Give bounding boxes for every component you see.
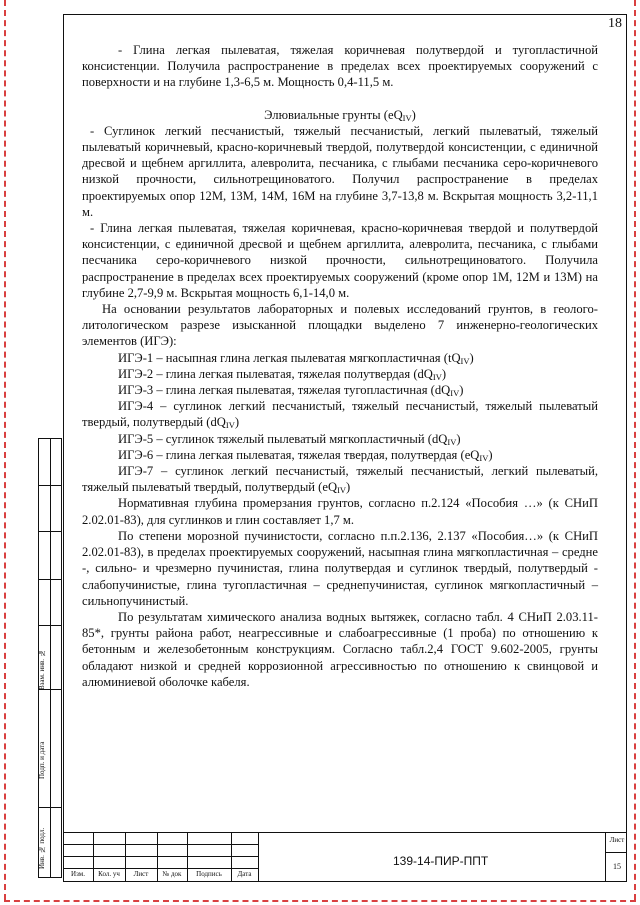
section-heading [82,107,598,123]
section-heading-sub: IV [402,112,412,123]
title-block-grid [63,832,258,882]
paragraph-loam-description: - Суглинок легкий песчанистый, тяжелый песчанистый, легкий пылеватый, тяжелый пылеватый коричневый, красно-коричневый твердой, полутвердой консистенции, с единичной дресвой и щебнем аргиллита, алевролита, песчаника, с глыбами песчаника серо-коричневого низкой прочности, сильнотрещиноватого. Получил распространение в пределах проектируемых опор 12М, 13М, 14М, 16М на глубине 3,7-13,8 м. Вскрытая мощность 3,2-11,1 м. [82,123,598,219]
title-block-podpis: Подпись [196,870,222,878]
document-code: 139-14-ПИР-ППТ [393,854,489,868]
title-block-kol: Кол. уч [98,870,120,878]
ige-item-4 [82,398,598,430]
ige-item-close: ) [234,415,240,430]
ige-item-sub: IV [447,436,457,447]
title-block-list: Лист [133,870,149,878]
ige-item-sub: IV [460,355,470,366]
title-block-ndok: № док [162,870,182,878]
ige-item-text: ИГЭ-7 – суглинок легкий песчанистый, тяжелый песчанистый, легкий пылеватый, тяжелый пылеватый твердый, полутвердый (eQ [82,464,598,495]
side-label-podp: Подп. и дата [38,741,46,779]
title-block-line [605,832,606,882]
ige-item-sub: IV [337,485,347,496]
ige-item-1 [82,350,598,366]
side-stamp-divider [50,439,51,877]
ige-item-sub: IV [450,388,460,399]
ige-item-text: ИГЭ-2 – глина легкая пылеватая, тяжелая полутвердая (dQ [118,366,433,381]
ige-item-close: ) [459,383,464,398]
ige-item-close: ) [488,447,493,462]
cut-line-left [4,0,6,900]
ige-item-close: ) [346,480,351,495]
ige-item-close: ) [469,350,474,365]
ige-item-text: ИГЭ-1 – насыпная глина легкая пылеватая мягкопластичная (tQ [118,350,461,365]
paragraph-eluvial-clay: - Глина легкая пылеватая, тяжелая коричневая, красно-коричневая твердой и полутвердой консистенции, с единичной дресвой и щебнем аргиллита, алевролита, песчаника, с глыбами песчаника серо-коричневого низкой прочности, сильнотрещиноватого. Получила распространение в пределах всех проектируемых сооружений (кроме опор 1М, 12М и 13М) на глубине 2,7-9,9 м. Вскрытая мощность 6,1-14,0 м. [82,221,598,300]
document-body [82,42,598,690]
ige-item-close: ) [441,366,447,381]
paragraph-ige-intro: На основании результатов лабораторных и полевых исследований грунтов, в геолого-литологическом разрезе изысканной площадки выделено 7 инженерно-геологических элементов (ИГЭ): [82,302,598,349]
ige-item-sub: IV [432,371,442,382]
title-block-line [605,852,627,853]
paragraph-frost-heave: По степени морозной пучинистости, согласно п.п.2.136, 2.137 «Пособия…» (к СНиП 2.02.01-83), в пределах проектируемых сооружений, насыпная глина мягкопластичная – средне -, сильно- и чрезмерно пучинистая, глина полутвердая и суглинок твердый, полутвердый - слабопучинистые, глина тугопластичная – среднепучинистая, суглинок мягкопластичный – сильнопучинистый. [82,528,598,608]
ige-item-text: ИГЭ-6 – глина легкая пылеватая, тяжелая твердая, полутвердая (eQ [118,447,480,462]
ige-item-6 [82,447,598,463]
side-stamp-row [39,579,61,580]
title-block-line [258,832,259,882]
title-block [63,832,627,882]
ige-item-3 [82,382,598,398]
sheet-label: Лист [609,836,625,844]
ige-item-text: ИГЭ-4 – суглинок легкий песчанистый, тяжелый песчанистый, тяжелый пылеватый твердый, полутвердый (dQ [82,399,598,430]
ige-item-text: ИГЭ-3 – глина легкая пылеватая, тяжелая тугопластичная (dQ [118,383,451,398]
paragraph-clay-description: - Глина легкая пылеватая, тяжелая коричневая полутвердой и тугопластичной консистенции. Получила распространение в пределах всех проектируемых сооружений с поверхности и на глубине 1,3-6,5 м. Мощность 0,4-11,5 м. [82,43,598,90]
title-block-izm: Изм. [71,870,85,878]
side-stamp-row [39,625,61,626]
side-stamp-row [39,531,61,532]
paragraph-frost-depth: Нормативная глубина промерзания грунтов, согласно п.2.124 «Пособия …» (к СНиП 2.02.01-83), для суглинков и глин составляет 1,7 м. [82,496,598,527]
cut-line-right [634,0,636,900]
side-label-vzam: Взам. инв. № [38,649,46,691]
title-block-data: Дата [237,870,252,878]
side-label-inv: Инв. № подл. [38,827,46,869]
section-heading-close: ) [411,107,416,122]
ige-item-close: ) [456,431,461,446]
ige-item-text: ИГЭ-5 – суглинок тяжелый пылеватый мягкопластичный (dQ [118,431,448,446]
ige-item-sub: IV [479,452,489,463]
page-number: 18 [608,16,622,31]
ige-item-7 [82,463,598,495]
ige-item-5 [82,431,598,447]
side-stamp-row [39,485,61,486]
paragraph-chemical-analysis: По результатам химического анализа водных вытяжек, согласно табл. 4 СНиП 2.03.11-85*, грунты района работ, неагрессивные и слабоагрессивные (1 проба) по отношению к бетонным и железобетонным конструкциям. Согласно табл.2,4 ГОСТ 9.602-2005, грунты обладают низкой и средней коррозионной агрессивностью по отношению к свинцовой и алюминиевой оболочке кабеля. [82,609,598,689]
ige-item-sub: IV [225,420,235,431]
sheet-number: 15 [613,862,621,871]
section-heading-text: Элювиальные грунты (eQ [264,107,403,122]
cut-line-bottom [4,900,636,902]
side-stamp-row [39,807,61,808]
ige-item-2 [82,366,598,382]
